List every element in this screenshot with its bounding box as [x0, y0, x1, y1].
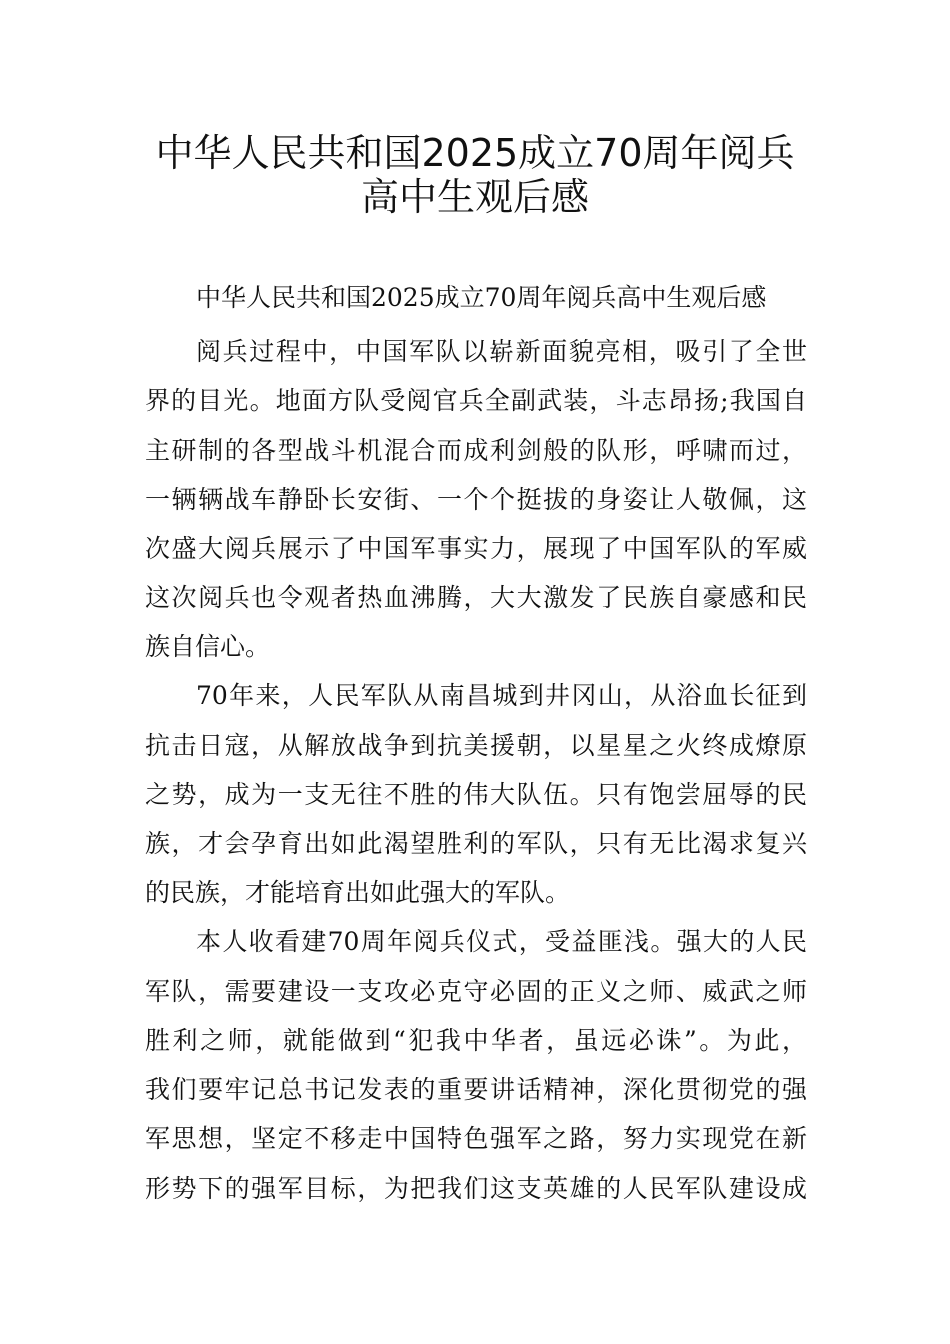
- paragraph-line: 族，才会孕育出如此渴望胜利的军队，只有无比渴求复兴: [145, 829, 807, 858]
- paragraph-line: 军思想，坚定不移走中国特色强军之路，努力实现党在新: [145, 1124, 807, 1153]
- paragraph-line: 主研制的各型战斗机混合而成利剑般的队形，呼啸而过，: [145, 436, 807, 465]
- paragraph-line: 之势，成为一支无往不胜的伟大队伍。只有饱尝屈辱的民: [145, 780, 807, 809]
- paragraph-line: 这次阅兵也令观者热血沸腾，大大激发了民族自豪感和民: [145, 583, 807, 612]
- paragraph-line: 的民族，才能培育出如此强大的军队。: [145, 878, 571, 907]
- paragraph-line: 族自信心。: [145, 632, 271, 661]
- paragraph-line: 70年来，人民军队从南昌城到井冈山，从浴血长征到: [196, 681, 807, 710]
- paragraph-line: 次盛大阅兵展示了中国军事实力，展现了中国军队的军威: [145, 534, 807, 563]
- subtitle-line: 中华人民共和国2025成立70周年阅兵高中生观后感: [196, 283, 767, 312]
- paragraph-line: 一辆辆战车静卧长安街、一个个挺拔的身姿让人敬佩，这: [145, 485, 807, 514]
- document-title-line-2: 高中生观后感: [360, 175, 589, 219]
- document-title-line-1: 中华人民共和国2025成立70周年阅兵: [155, 131, 795, 175]
- paragraph-line: 抗击日寇，从解放战争到抗美援朝，以星星之火终成燎原: [145, 731, 807, 760]
- paragraph-line: 我们要牢记总书记发表的重要讲话精神，深化贯彻党的强: [145, 1075, 807, 1104]
- paragraph-line: 胜利之师，就能做到“犯我中华者，虽远必诛”。为此，: [145, 1026, 807, 1055]
- paragraph-line: 本人收看建70周年阅兵仪式，受益匪浅。强大的人民: [196, 927, 807, 956]
- paragraph-line: 形势下的强军目标，为把我们这支英雄的人民军队建设成: [145, 1174, 807, 1203]
- paragraph-line: 军队，需要建设一支攻必克守必固的正义之师、威武之师: [145, 977, 807, 1006]
- paragraph-line: 界的目光。地面方队受阅官兵全副武装，斗志昂扬;我国自: [145, 386, 807, 415]
- paragraph-line: 阅兵过程中，中国军队以崭新面貌亮相，吸引了全世: [196, 337, 807, 366]
